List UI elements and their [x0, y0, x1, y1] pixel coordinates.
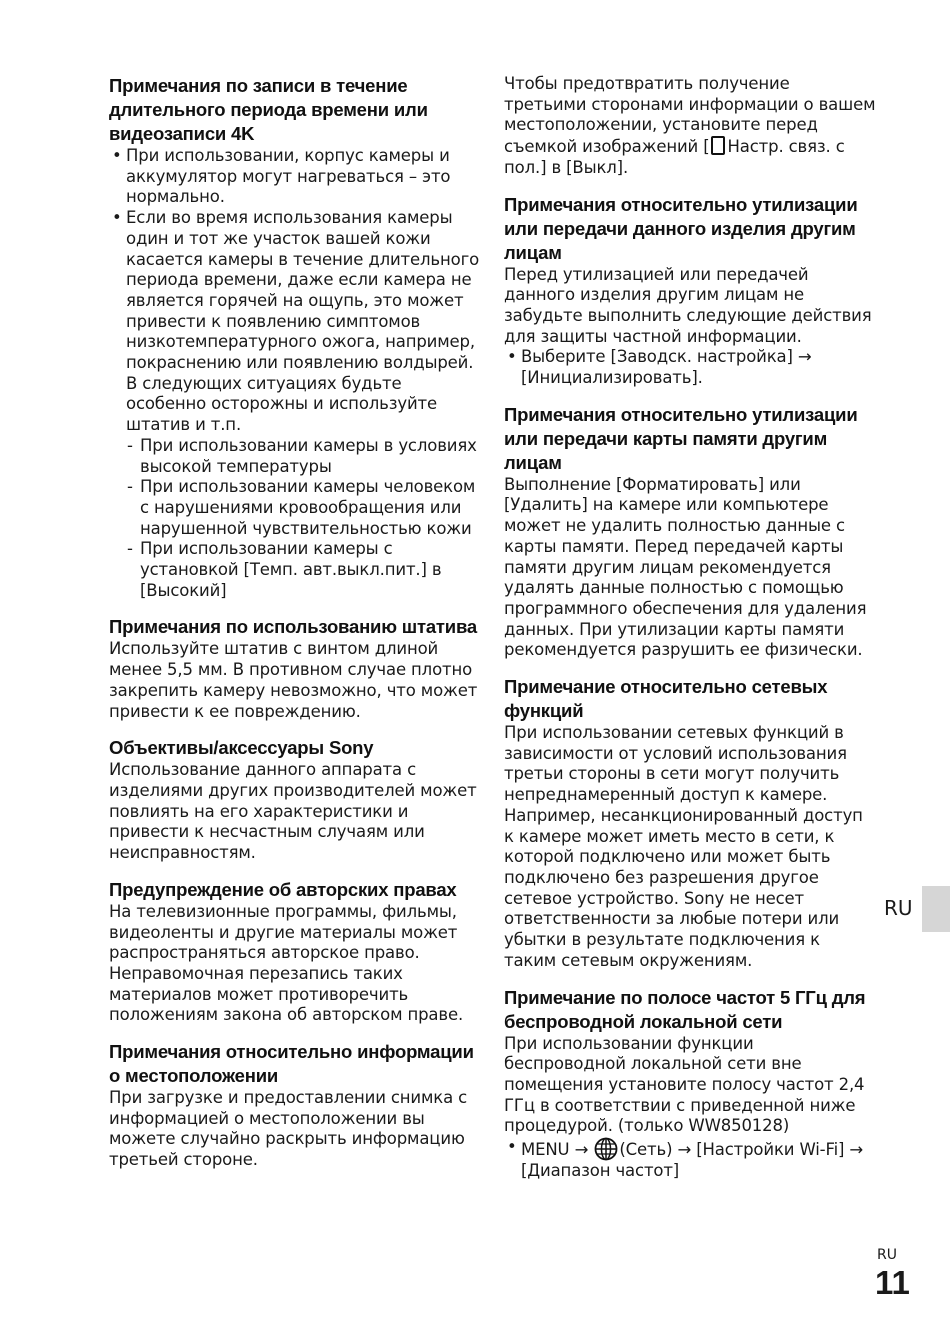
- section-title: Примечания по записи в течение длительного периода времени или видеозаписи 4K: [109, 75, 428, 144]
- section-text: Использование данного аппарата с изделиями других производителей может повлиять на его характеристики и привести к несчастным случаям или неисправностям.: [109, 760, 477, 863]
- footer-language: RU: [877, 1247, 897, 1263]
- section-title: Примечание относительно сетевых функций: [504, 676, 828, 722]
- section-title: Объективы/аксессуары Sony: [109, 737, 374, 759]
- right-column: [504, 74, 876, 1196]
- section-copyright: [109, 878, 481, 1026]
- section-product-disposal: [504, 193, 876, 389]
- section-tripod: [109, 615, 481, 722]
- text-part: (Сеть) → [Настройки Wi-Fi] → [Диапазон частот]: [521, 1140, 864, 1181]
- section-text: Выполнение [Форматировать] или [Удалить] на камере или компьютере может не удалить полностью данные с карты памяти. Перед передачей карты памяти другим лицам рекомендуется удалять данные полностью с помощью программного обеспечения для удаления данных. При утилизации карты памяти рекомендуется разрушить ее физически.: [504, 474, 867, 660]
- list-item: - При использовании камеры с установкой [Темп. авт.выкл.пит.] в [Высокий]: [109, 539, 481, 601]
- left-column: [109, 74, 481, 1185]
- section-network-functions: [504, 675, 876, 971]
- list-item: [504, 1137, 876, 1182]
- language-label: RU: [884, 896, 913, 920]
- section-text: При использовании функции беспроводной локальной сети вне помещения установите полосу частот 2,4 ГГц в соответствии с приведенной ниже процедурой. (только WW850128): [504, 1033, 865, 1136]
- text-part: Чтобы предотвратить получение третьими сторонами информации о вашем местоположении, установите перед съемкой изображений: [504, 74, 876, 157]
- bullet-list: [109, 146, 481, 601]
- bullet-list: [504, 347, 876, 388]
- list-item: - При использовании камеры человеком с нарушениями кровообращения или нарушенной чувствительностью кожи: [109, 477, 481, 539]
- globe-network-icon: [594, 1137, 618, 1161]
- list-item: • Если во время использования камеры один и тот же участок вашей кожи касается камеры в течение длительного периода времени, даже если камера не является горячей на ощупь, это может привести к появлению симптомов низкотемпературного ожога, например, покраснению или появлению волдырей. В следующих ситуациях будьте особенно осторожны и используйте штатив и т.п.: [109, 208, 481, 436]
- section-5ghz-wlan: [504, 986, 876, 1182]
- section-text: Перед утилизацией или передачей данного изделия другим лицам не забудьте выполнить следующие действия для защиты частной информации.: [504, 264, 872, 346]
- section-title: Примечания относительно информации о местоположении: [109, 1041, 474, 1087]
- section-text: На телевизионные программы, фильмы, видеоленты и другие материалы может распространяться авторское право. Неправомочная перезапись таких материалов может противоречить положениям закона об авторском праве.: [109, 901, 464, 1025]
- section-memory-card-disposal: [504, 403, 876, 661]
- list-item: - При использовании камеры в условиях высокой температуры: [109, 436, 481, 477]
- section-title: Предупреждение об авторских правах: [109, 878, 457, 900]
- phone-icon: [711, 136, 725, 155]
- bullet-list: [504, 1137, 876, 1182]
- section-text: Чтобы предотвратить получение третьими сторонами информации о вашем местоположении, установите перед съемкой изображений [ Настр. связ. с пол.] в [Выкл].: [504, 74, 876, 177]
- list-item: • Выберите [Заводск. настройка] → [Инициализировать].: [504, 347, 876, 388]
- list-item: • При использовании, корпус камеры и аккумулятор могут нагреваться – это нормально.: [109, 146, 481, 208]
- section-text: Используйте штатив с винтом длиной менее 5,5 мм. В противном случае плотно закрепить камеру невозможно, что может привести к ее повреждению.: [109, 639, 478, 721]
- section-location-continued: [504, 74, 876, 179]
- section-text: При загрузке и предоставлении снимка с информацией о местоположении вы можете случайно раскрыть информацию третьей стороне.: [109, 1088, 468, 1170]
- section-title: Примечания относительно утилизации или передачи данного изделия другим лицам: [504, 193, 858, 263]
- page-number: 11: [875, 1264, 910, 1301]
- section-text: При использовании сетевых функций в зависимости от условий использования третьи стороны в сети могут получить непреднамеренный доступ к камере. Например, несанкционированный доступ к камере может иметь место в сети, к которой подключено или может быть подключено без разрешения другое сетевое устройство. Sony не несет ответственности за любые потери или убытки в результате подключения к таким сетевым окружениям.: [504, 723, 863, 970]
- section-long-recording: [109, 74, 481, 601]
- section-title: Примечания относительно утилизации или передачи карты памяти другим лицам: [504, 403, 858, 473]
- section-location-info: [109, 1040, 481, 1171]
- section-title: Примечания по использованию штатива: [109, 616, 477, 638]
- section-title: Примечание по полосе частот 5 ГГц для беспроводной локальной сети: [504, 986, 866, 1032]
- language-side-tab: [922, 886, 950, 932]
- text-part: MENU →: [521, 1140, 589, 1160]
- text-part: Настр. связ. с пол.] в [Выкл].: [504, 137, 845, 177]
- section-sony-lenses: [109, 736, 481, 864]
